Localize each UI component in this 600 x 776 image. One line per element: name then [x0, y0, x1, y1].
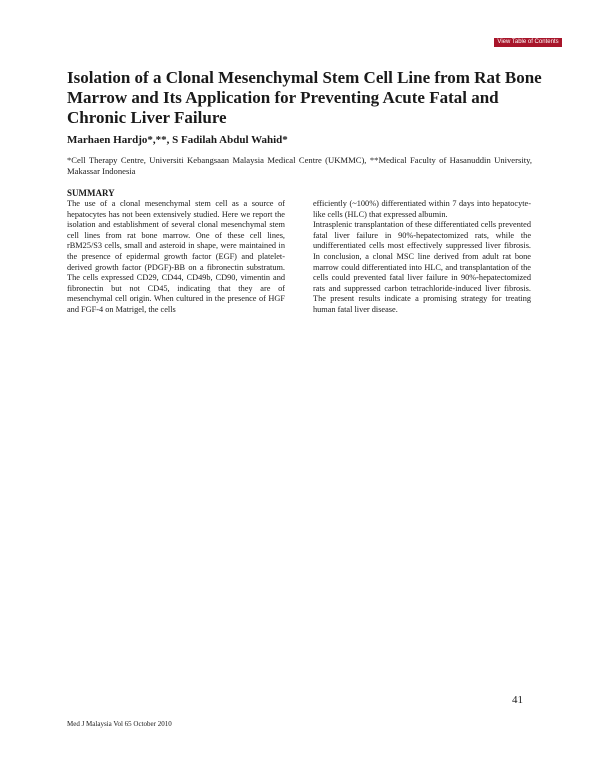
author-affiliation: *Cell Therapy Centre, Universiti Kebangsaan Malaysia Medical Centre (UKMMC), **Medical Faculty of Hasanuddin University, Makassar Indonesia [67, 155, 532, 176]
journal-footer: Med J Malaysia Vol 65 October 2010 [67, 720, 172, 728]
page-number: 41 [512, 694, 523, 706]
summary-heading: SUMMARY [67, 188, 115, 198]
summary-paragraph-2: Intrasplenic transplantation of these differentiated cells prevented fatal liver failure in 90%-hepatectomized rats, while the undifferentiated cells most effectively suppressed liver fibrosis. In conclusion, a clonal MSC line derived from adult rat bone marrow could differentiated into HLC, and transplantation of the cells could prevented fatal liver failure in 90%-hepatectomized rats and suppressed carbon tetrachloride-induced liver fibrosis. The present results indicate a promising strategy for treating human fatal liver disease. [313, 220, 531, 314]
summary-right-column [313, 199, 531, 316]
summary-paragraph-1: The use of a clonal mesenchymal stem cell as a source of hepatocytes has not been extensively studied. Here we report the isolation and establishment of several clonal mesenchymal stem cell lines from rat bone marrow. One of these cell lines, rBM25/S3 cells, small and asteroid in shape, were maintained in the presence of epidermal growth factor (EGF) and platelet-derived growth factor (PDGF)-BB on a fibronectin substratum. The cells expressed CD29, CD44, CD49b, CD90, vimentin and fibronectin but not CD45, indicating that they are of mesenchymal cell origin. When cultured in the presence of HGF and FGF-4 on Matrigel, the cells [67, 199, 285, 314]
summary-left-column [67, 199, 285, 316]
view-table-of-contents-button[interactable]: View Table of Contents [494, 38, 562, 47]
article-title: Isolation of a Clonal Mesenchymal Stem Cell Line from Rat Bone Marrow and Its Application for Preventing Acute Fatal and Chronic Liver Failure [67, 68, 542, 127]
summary-paragraph-1-continued: efficiently (~100%) differentiated within 7 days into hepatocyte-like cells (HLC) that expressed albumin. [313, 199, 531, 219]
article-authors: Marhaen Hardjo*,**, S Fadilah Abdul Wahid* [67, 134, 288, 146]
